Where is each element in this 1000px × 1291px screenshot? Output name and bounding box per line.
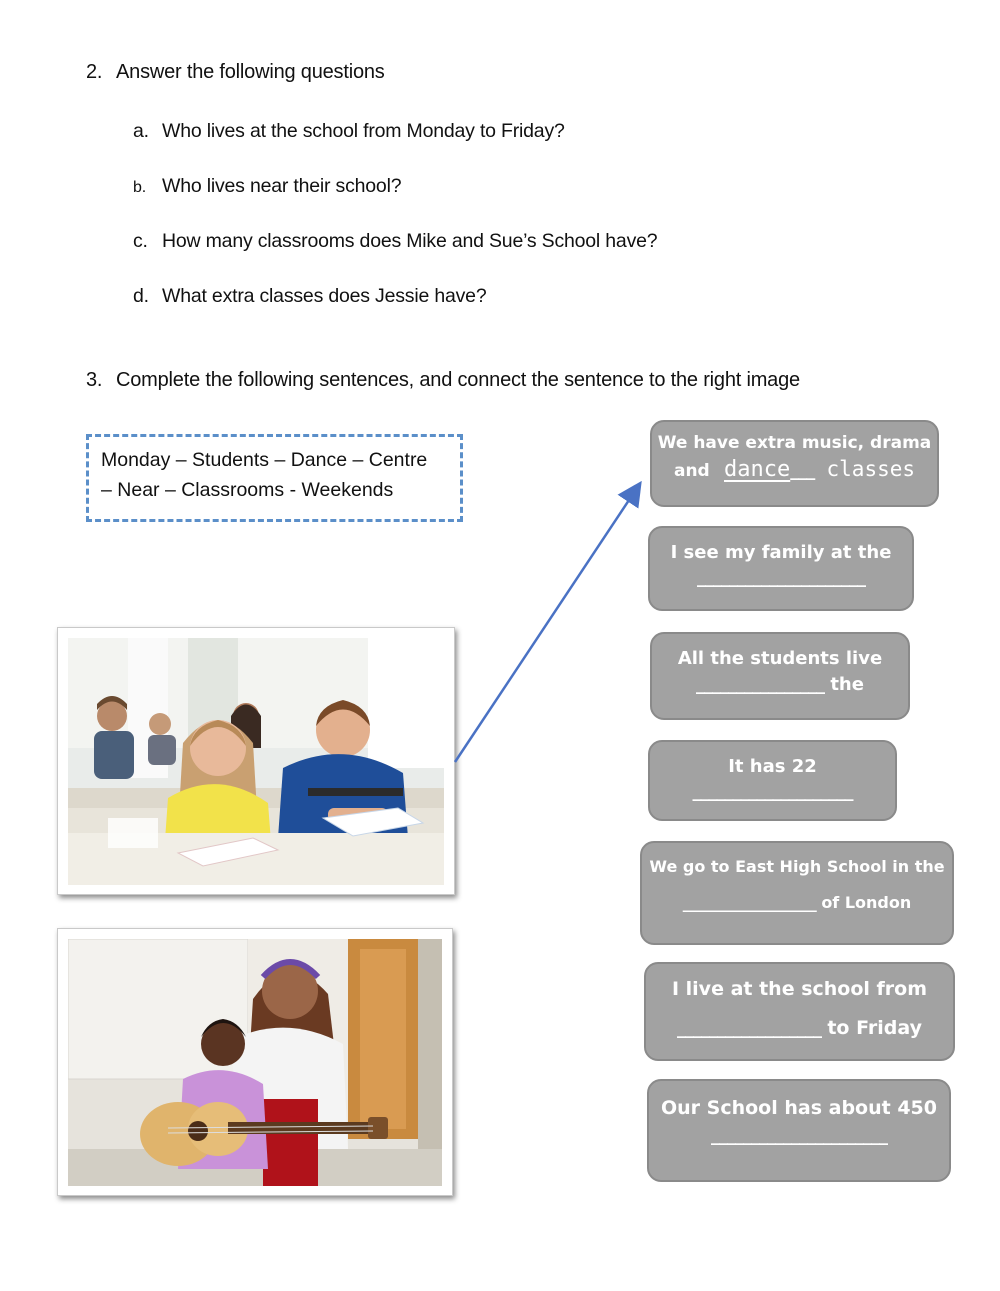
question-letter: d. [133, 285, 149, 307]
section-title: Complete the following sentences, and connect the sentence to the right image [116, 369, 800, 391]
card-text: the [830, 674, 864, 695]
card-line: I live at the school from [671, 978, 928, 1000]
answer-blank[interactable]: ________________ [696, 674, 825, 695]
card-text: to Friday [827, 1017, 922, 1039]
answer-blank: ___ [790, 460, 815, 481]
card-line: We go to East High School in the [649, 857, 945, 876]
answer-blank[interactable]: ____________________ [692, 781, 853, 802]
question-text: What extra classes does Jessie have? [162, 285, 487, 307]
question-text: Who lives at the school from Monday to Friday? [162, 120, 565, 142]
question-letter: c. [133, 230, 148, 252]
card-line: I see my family at the [670, 542, 892, 563]
arrow-line [455, 485, 639, 762]
card-line: Our School has about 450 [660, 1097, 937, 1119]
card-text: classes [826, 457, 916, 481]
filled-answer[interactable]: dance [724, 457, 791, 482]
card-line: It has 22 [728, 756, 817, 777]
answer-blank[interactable]: _____________________ [697, 567, 865, 588]
answer-blank[interactable]: ___________________ [682, 893, 816, 912]
answer-blank[interactable]: __________________ [677, 1018, 822, 1039]
card-text: of London [821, 893, 912, 912]
question-text: How many classrooms does Mike and Sue’s School have? [162, 230, 658, 252]
question-letter: b. [133, 179, 146, 196]
word-bank-line: Monday – Students – Dance – Centre [101, 449, 428, 471]
section-title: Answer the following questions [116, 61, 385, 83]
answer-blank[interactable]: ______________________ [711, 1125, 887, 1146]
section-number: 3. [86, 369, 103, 391]
card-line: We have extra music, drama [657, 433, 932, 453]
question-text: Who lives near their school? [162, 175, 402, 197]
card-text: and [673, 461, 710, 481]
question-letter: a. [133, 120, 149, 142]
word-bank-line: – Near – Classrooms - Weekends [101, 479, 394, 501]
section-number: 2. [86, 61, 103, 83]
card-line: All the students live [677, 648, 883, 669]
